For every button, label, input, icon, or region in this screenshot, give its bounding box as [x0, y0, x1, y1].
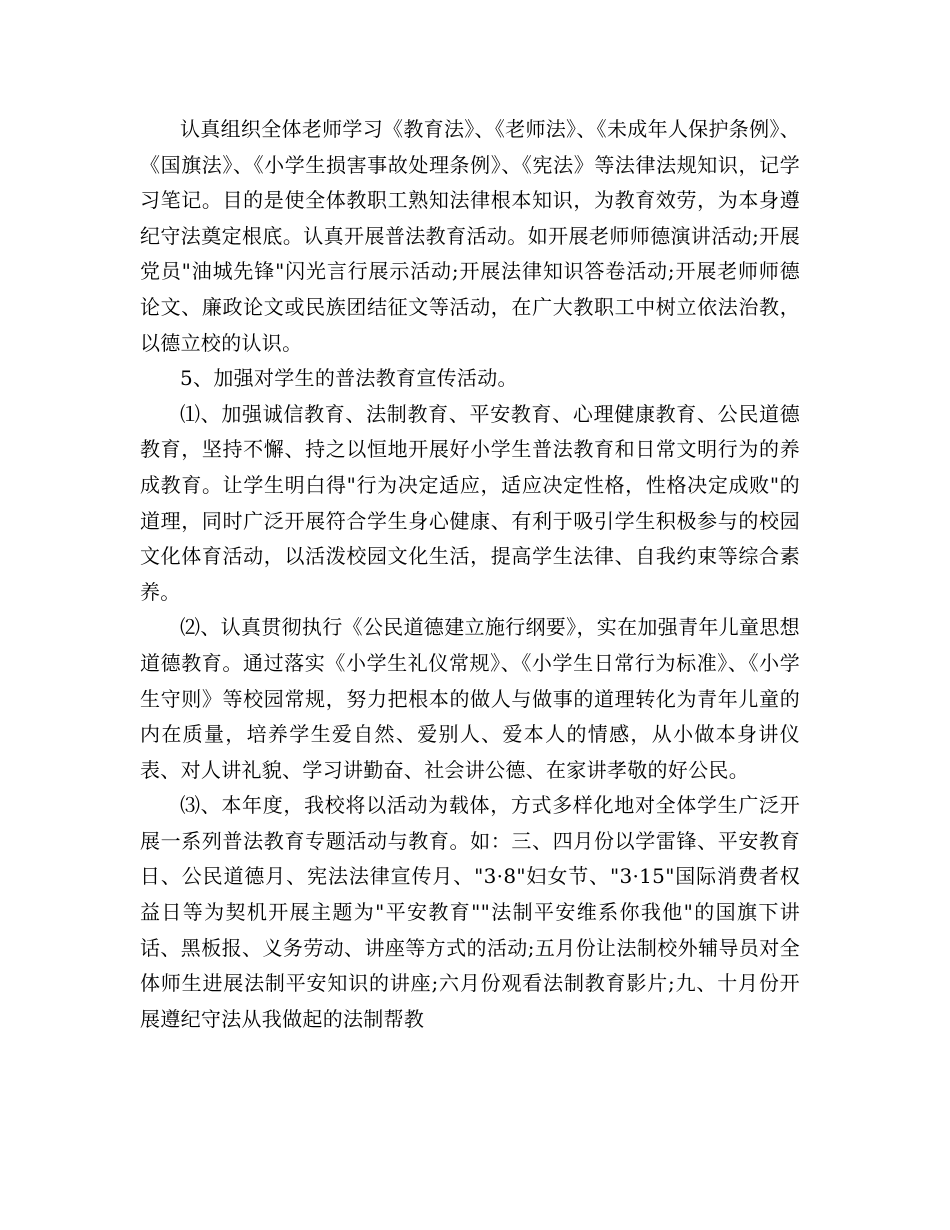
- paragraph-item-3: ⑶、本年度，我校将以活动为载体，方式多样化地对全体学生广泛开展一系列普法教育专题活动与教育。如：三、四月份以学雷锋、平安教育日、公民道德月、宪法法律宣传月、"3·8"妇女节、"3·15"国际消费者权益日等为契机开展主题为"平安教育""法制平安维系你我他"的国旗下讲话、黑板报、义务劳动、讲座等方式的活动;五月份让法制校外辅导员对全体师生进展法制平安知识的讲座;六月份观看法制教育影片;九、十月份开展遵纪守法从我做起的法制帮教: [140, 793, 800, 1031]
- paragraph-item-2: ⑵、认真贯彻执行《公民道德建立施行纲要》，实在加强青年儿童思想道德教育。通过落实《小学生礼仪常规》、《小学生日常行为标准》、《小学生守则》等校园常规，努力把根本的做人与做事的道理转化为青年儿童的内在质量，培养学生爱自然、爱别人、爱本人的情感，从小做本身讲仪表、对人讲礼貌、学习讲勤奋、社会讲公德、在家讲孝敬的好公民。: [140, 615, 800, 782]
- paragraph-item-1: ⑴、加强诚信教育、法制教育、平安教育、心理健康教育、公民道德教育，坚持不懈、持之以恒地开展好小学生普法教育和日常文明行为的养成教育。让学生明白得"行为决定适应，适应决定性格，性格决定成败"的道理，同时广泛开展符合学生身心健康、有利于吸引学生积极参与的校园文化体育活动，以活泼校园文化生活，提高学生法律、自我约束等综合素养。: [140, 401, 800, 604]
- paragraph-teacher-law-study: 认真组织全体老师学习《教育法》、《老师法》、《未成年人保护条例》、《国旗法》、《小学生损害事故处理条例》、《宪法》等法律法规知识，记学习笔记。目的是使全体教职工熟知法律根本知识，为教育效劳，为本身遵纪守法奠定根底。认真开展普法教育活动。如开展老师师德演讲活动;开展党员"油城先锋"闪光言行展示活动;开展法律知识答卷活动;开展老师师德论文、廉政论文或民族团结征文等活动，在广大教职工中树立依法治教，以德立校的认识。: [140, 117, 800, 355]
- document-page: [140, 112, 800, 1037]
- section-heading-student-education: 5、加强对学生的普法教育宣传活动。: [180, 366, 518, 391]
